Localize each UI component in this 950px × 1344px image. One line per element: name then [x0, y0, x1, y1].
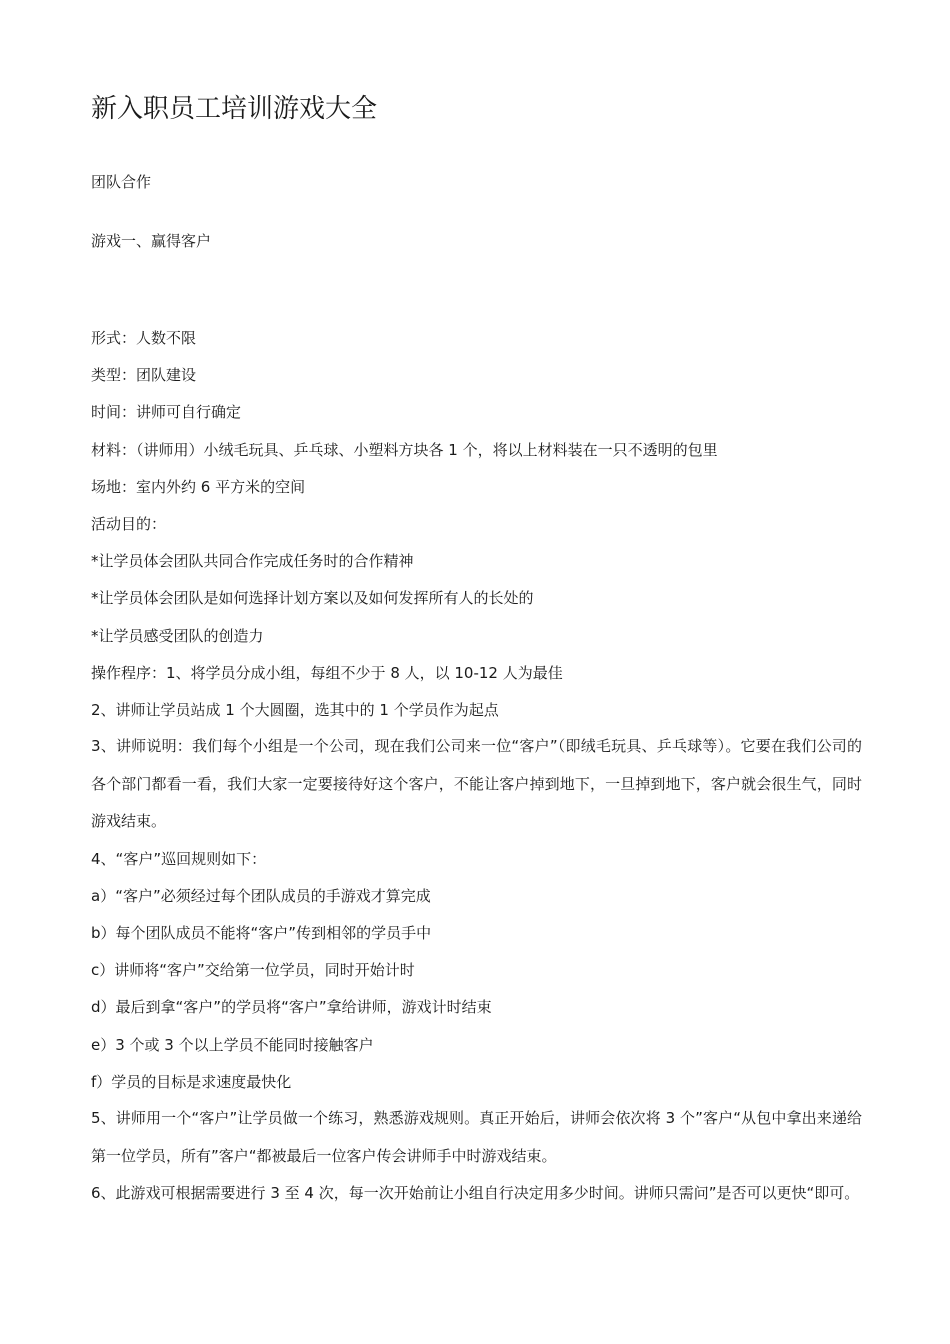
rule-item: a）“客户”必须经过每个团队成员的手游戏才算完成	[91, 886, 431, 905]
info-line-format: 形式：人数不限	[91, 329, 197, 347]
objective-item: *让学员感受团队的创造力	[91, 626, 264, 645]
rule-item: c）讲师将“客户”交给第一位学员，同时开始计时	[91, 961, 415, 980]
procedure-step-3: 3、讲师说明：我们每个小组是一个公司，现在我们公司来一位“客户”（即绒毛玩具、乒乓球等）。它要在我们公司的各个部门都看一看，我们大家一定要接待好这个客户，不能让客户掉到地下，一旦掉到地下，客户就会很生气，同时游戏结束。	[91, 737, 862, 830]
procedure-step-6: 6、此游戏可根据需要进行 3 至 4 次，每一次开始前让小组自行决定用多少时间。讲师只需问”是否可以更快“即可。	[91, 1183, 860, 1202]
rule-item: f）学员的目标是求速度最快化	[91, 1072, 292, 1091]
rules-intro: 4、“客户”巡回规则如下：	[91, 849, 267, 868]
info-line-venue: 场地：室内外约 6 平方米的空间	[91, 477, 306, 496]
rule-item: b）每个团队成员不能将“客户”传到相邻的学员手中	[91, 924, 432, 943]
info-line-time: 时间：讲师可自行确定	[91, 403, 242, 422]
procedure-step-1: 操作程序：1、将学员分成小组，每组不少于 8 人，以 10-12 人为最佳	[91, 663, 563, 682]
document-title: 新入职员工培训游戏大全	[91, 94, 378, 124]
game-heading: 游戏一、赢得客户	[91, 232, 212, 250]
objective-item: *让学员体会团队共同合作完成任务时的合作精神	[91, 552, 414, 571]
document-body	[91, 326, 862, 1219]
procedure-step-5: 5、讲师用一个“客户”让学员做一个练习，熟悉游戏规则。真正开始后，讲师会依次将 3 个”客户“从包中拿出来递给第一位学员，所有”客户“都被最后一位客户传会讲师手中时游戏结束。	[91, 1109, 862, 1165]
objective-item: *让学员体会团队是如何选择计划方案以及如何发挥所有人的长处的	[91, 589, 534, 608]
procedure-step-2: 2、讲师让学员站成 1 个大圆圈，选其中的 1 个学员作为起点	[91, 700, 499, 719]
rule-item: d）最后到拿“客户”的学员将“客户”拿给讲师，游戏计时结束	[91, 998, 492, 1017]
info-line-type: 类型：团队建设	[91, 366, 197, 385]
section-heading: 团队合作	[91, 173, 152, 191]
info-line-materials: 材料：（讲师用）小绒毛玩具、乒乓球、小塑料方块各 1 个，将以上材料装在一只不透明的包里	[91, 440, 718, 459]
objective-heading: 活动目的：	[91, 514, 167, 533]
rule-item: e）3 个或 3 个以上学员不能同时接触客户	[91, 1035, 374, 1054]
